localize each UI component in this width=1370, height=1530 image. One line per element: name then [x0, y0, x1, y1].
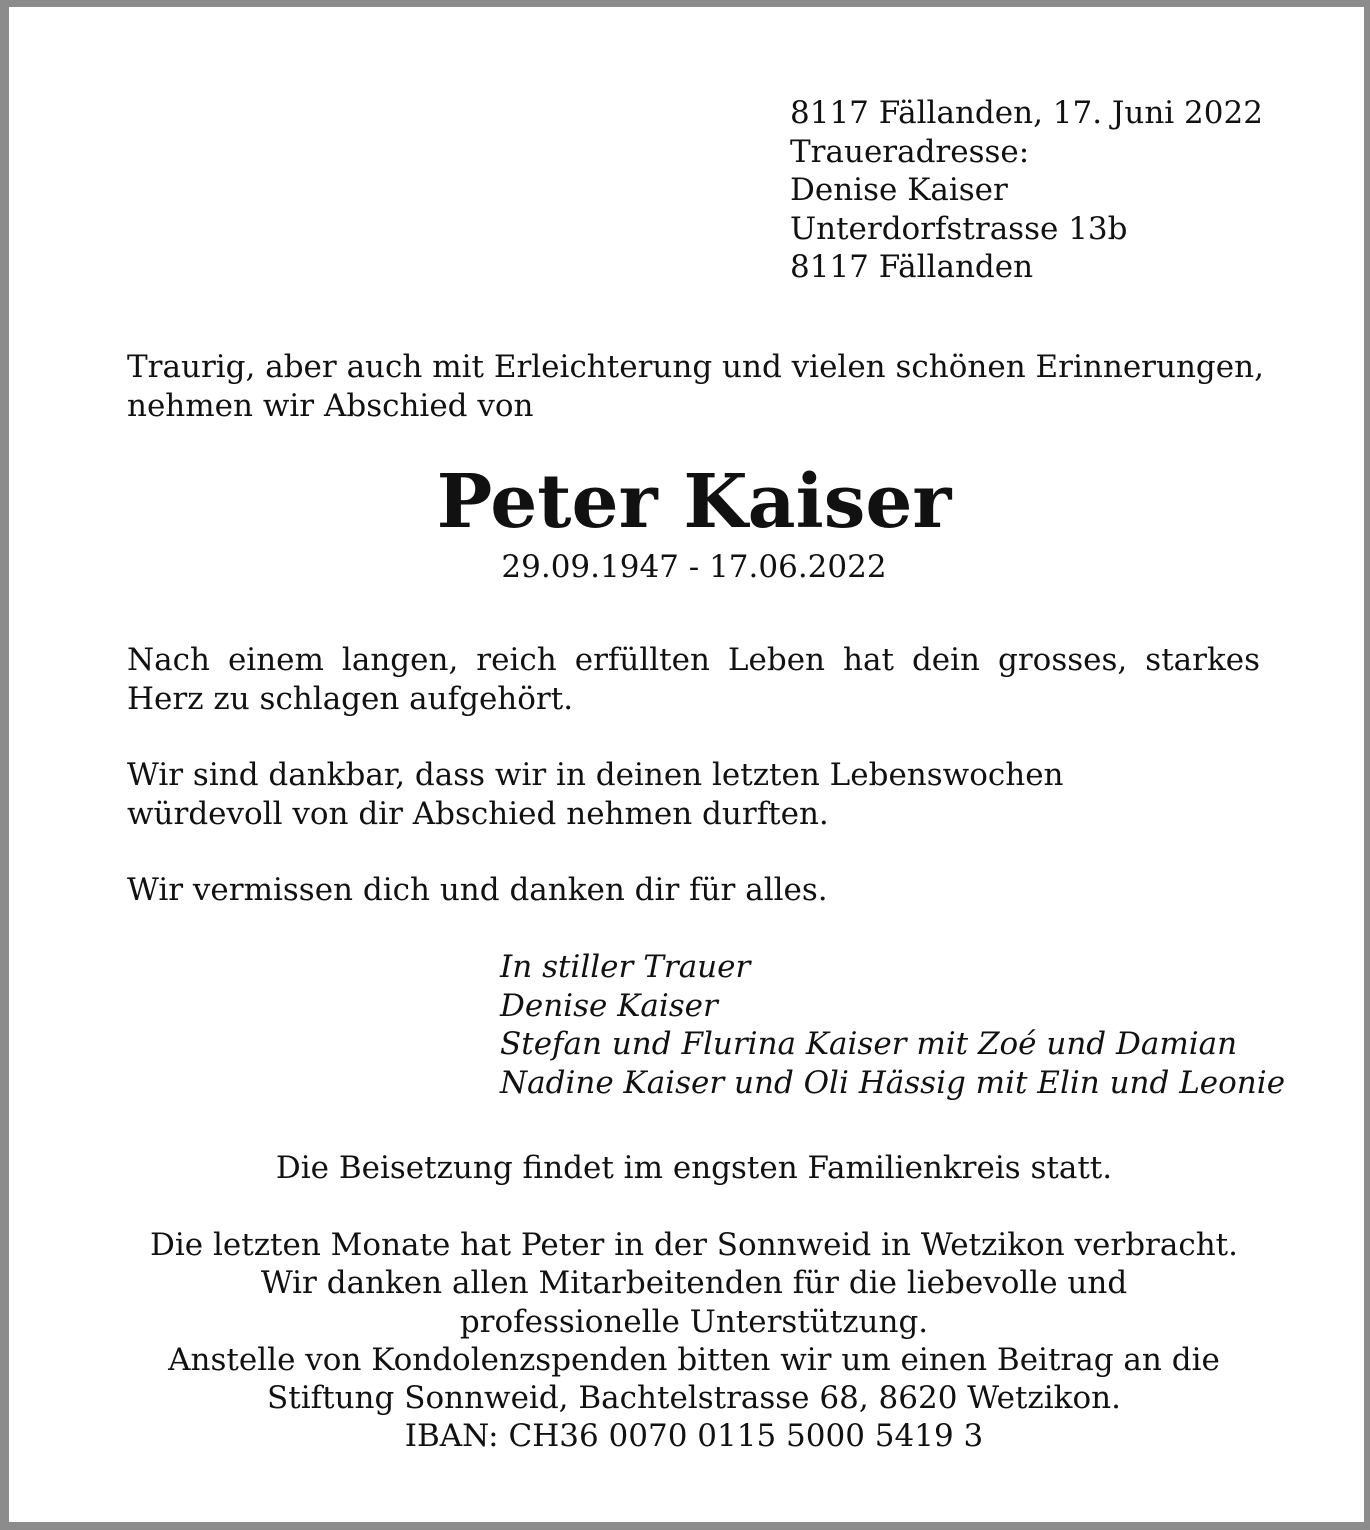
address-label: Traueradresse:	[790, 133, 1030, 170]
message-line: würdevoll von dir Abschied nehmen durften.	[127, 795, 829, 832]
message-paragraph-3	[127, 871, 1260, 910]
message-paragraph-2	[127, 756, 1260, 833]
message-text: Nach einem langen, reich erfüllten Leben hat dein grosses, starkes	[127, 642, 1260, 678]
mourner-name: Nadine Kaiser und Oli Hässig mit Elin und Leonie	[500, 1064, 1286, 1101]
message-text: Herz zu schlagen aufgehört.	[127, 680, 574, 717]
intro-text	[127, 348, 1317, 425]
intro-line: nehmen wir Abschied von	[127, 387, 534, 424]
life-dates: 29.09.1947 - 17.06.2022	[501, 549, 887, 585]
closing-line: Die letzten Monate hat Peter in der Sonnweid in Wetzikon verbracht.	[150, 1227, 1238, 1263]
mourner-name: Denise Kaiser	[500, 987, 718, 1024]
address-city: 8117 Fällanden	[790, 249, 1034, 286]
closing-line: professionelle Unterstützung.	[459, 1303, 929, 1340]
closing-line: Anstelle von Kondolenzspenden bitten wir um einen Beitrag an die	[168, 1341, 1220, 1378]
message-line: Wir vermissen dich und danken dir für alles.	[127, 872, 828, 908]
message-paragraph-1	[127, 641, 1260, 718]
closing-notice	[9, 1226, 1370, 1456]
mourning-address	[790, 94, 1263, 287]
address-street: Unterdorfstrasse 13b	[790, 210, 1128, 247]
address-name: Denise Kaiser	[790, 172, 1008, 209]
place-date: 8117 Fällanden, 17. Juni 2022	[790, 95, 1263, 131]
mourners-heading: In stiller Trauer	[500, 949, 751, 985]
intro-line: Traurig, aber auch mit Erleichterung und vielen schönen Erinnerungen,	[127, 349, 1264, 385]
closing-line: Stiftung Sonnweid, Bachtelstrasse 68, 8620 Wetzikon.	[267, 1380, 1121, 1417]
message-line: Wir sind dankbar, dass wir in deinen letzten Lebenswochen	[127, 757, 1064, 793]
mourners-list	[500, 948, 1285, 1102]
mourner-name: Stefan und Flurina Kaiser mit Zoé und Damian	[500, 1026, 1238, 1063]
closing-line: Wir danken allen Mitarbeitenden für die liebevolle und	[260, 1265, 1128, 1302]
deceased-name: Peter Kaiser	[436, 459, 952, 545]
burial-notice: Die Beisetzung findet im engsten Familienkreis statt.	[275, 1150, 1113, 1186]
iban-line: IBAN: CH36 0070 0115 5000 5419 3	[404, 1418, 984, 1455]
